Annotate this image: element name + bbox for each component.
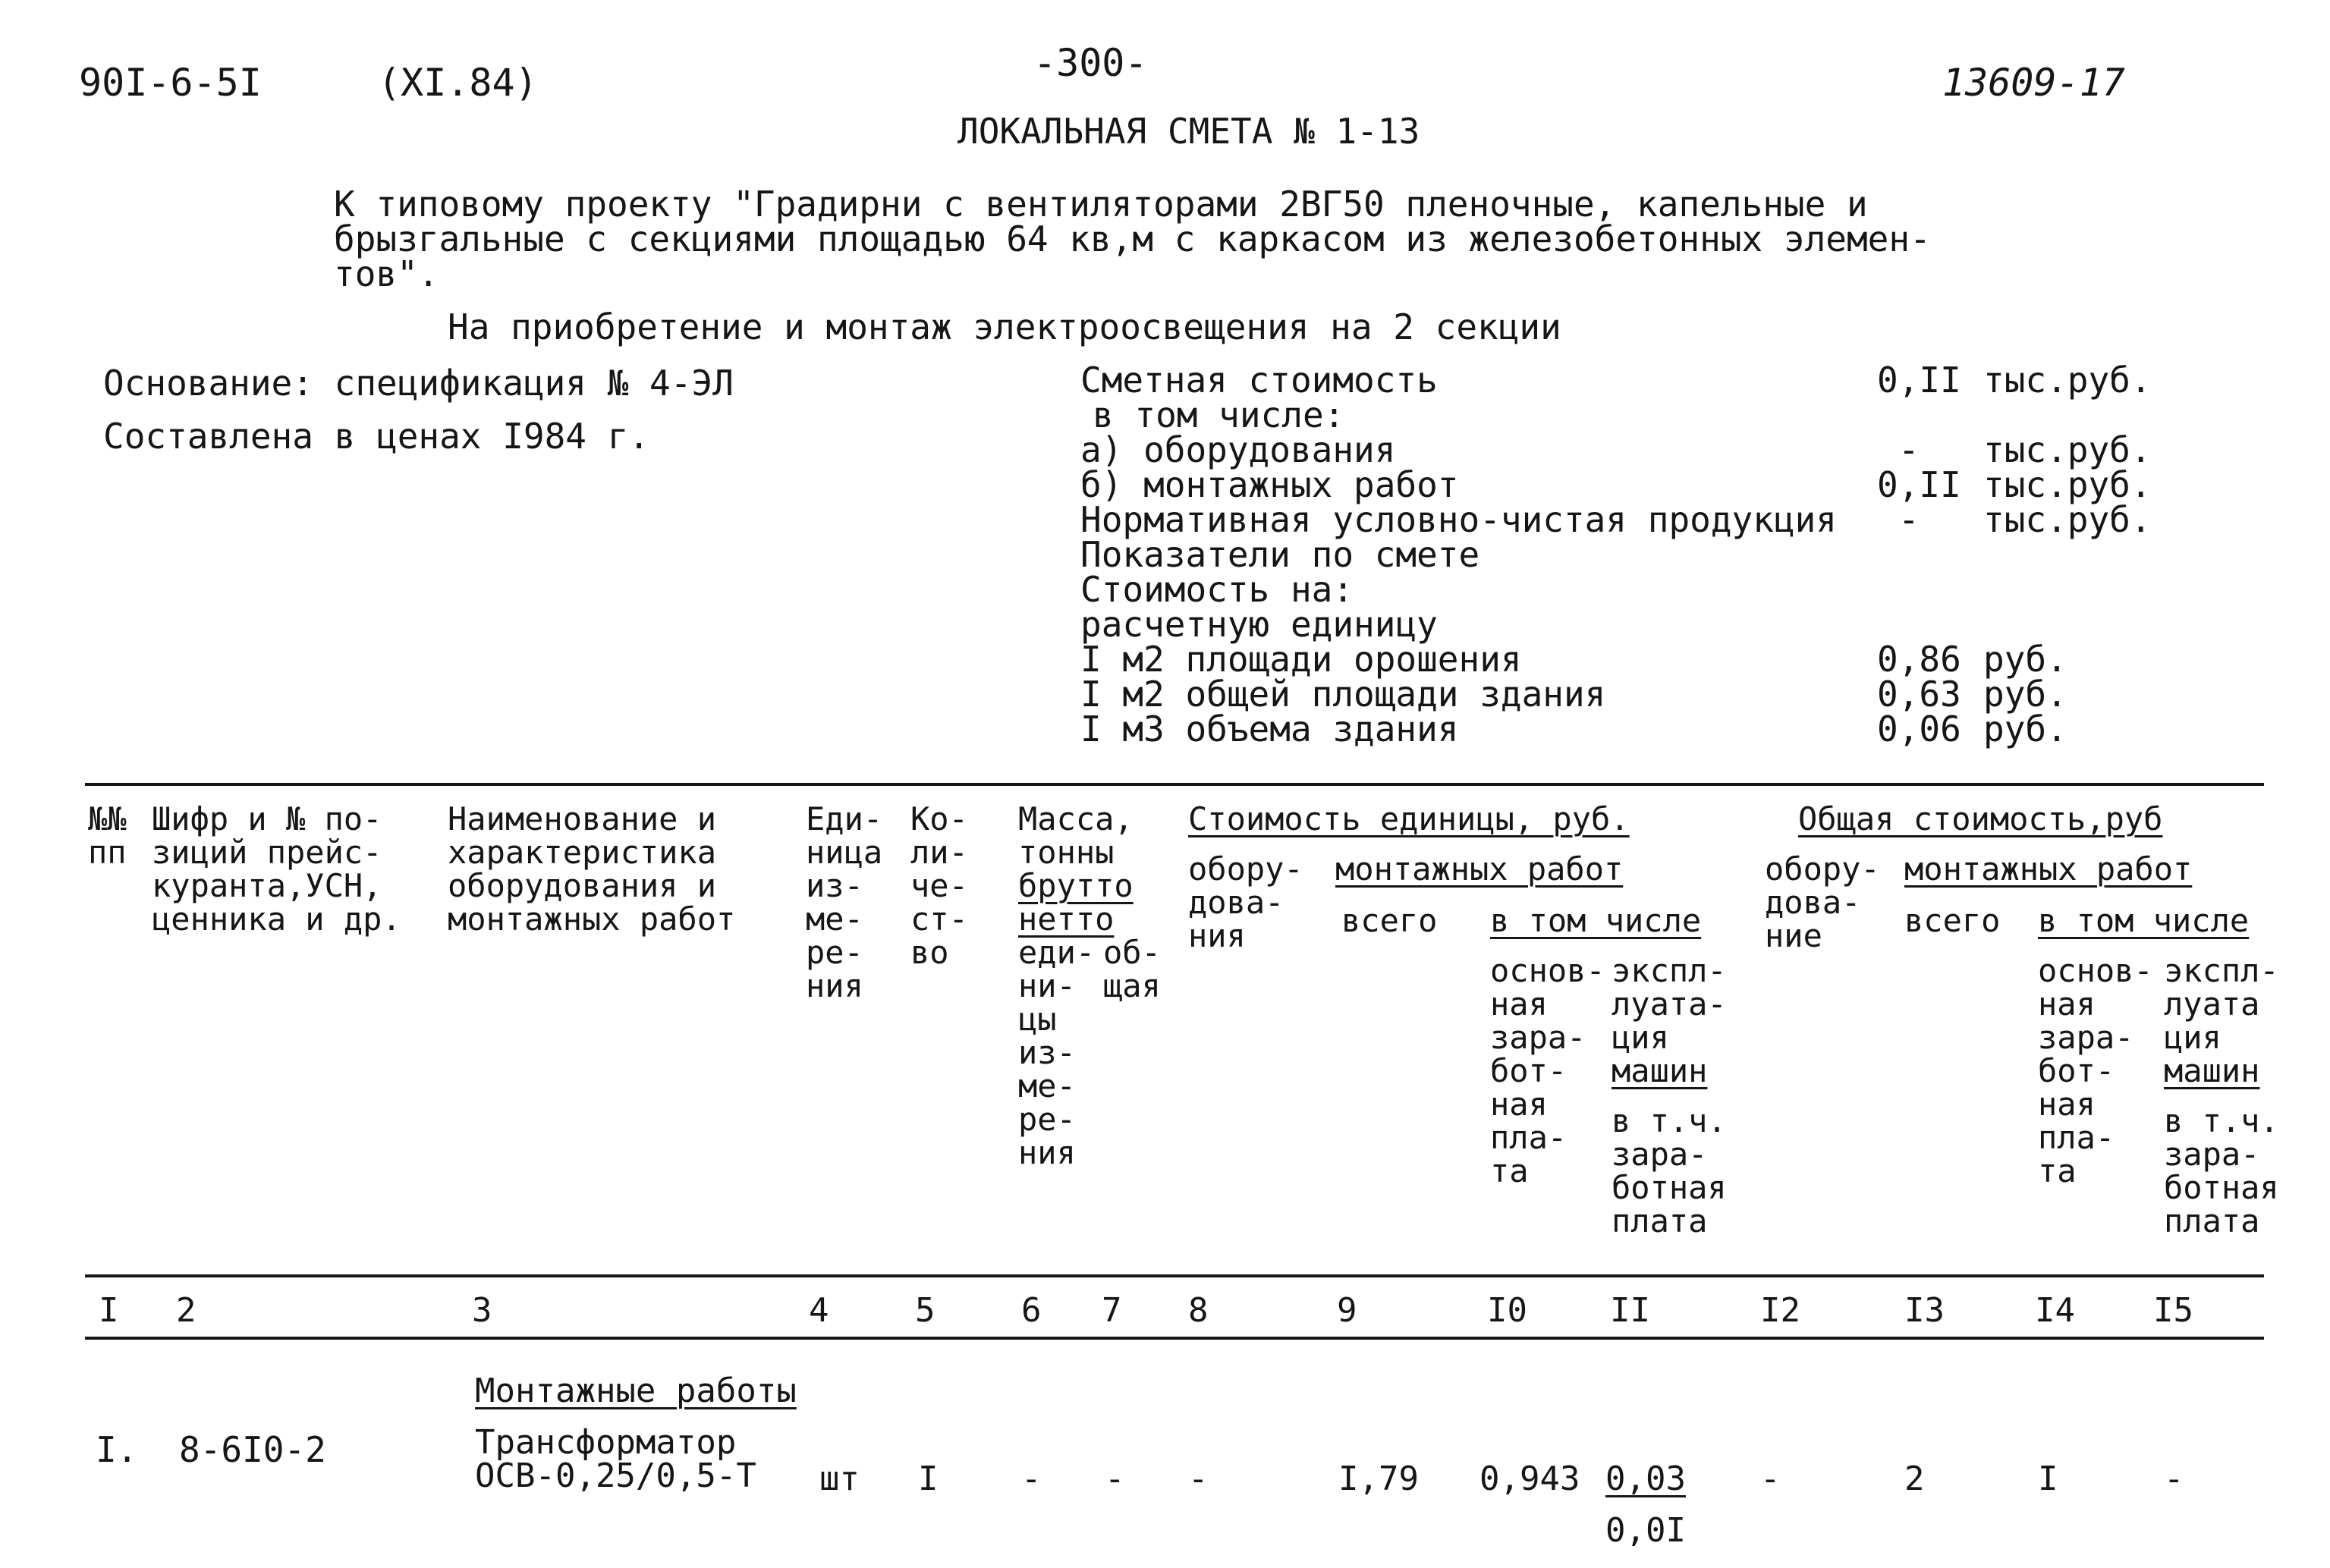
table-top-rule — [85, 783, 2264, 786]
date-code: (XI.84) — [378, 61, 538, 105]
summary-label: расчетную единицу — [1080, 604, 1438, 645]
doc-code: 90I-6-5I — [79, 61, 262, 105]
header-machines-wage-total: в т.ч. зара- ботная плата — [2164, 1102, 2279, 1240]
row-name-line-2: ОСВ-0,25/0,5-Т — [475, 1456, 756, 1495]
summary-label: I м2 общей площади здания — [1080, 674, 1606, 715]
summary-label: I м3 объема здания — [1080, 709, 1459, 749]
header-mounting-total-all: всего — [1904, 902, 2001, 939]
row-code: 8-6I0-2 — [179, 1429, 326, 1470]
row-machines-wage-unit: 0,0I — [1605, 1511, 1686, 1550]
header-total-cost: Общая стоимость,руб — [1798, 800, 2163, 837]
summary-label: а) оборудования — [1080, 429, 1396, 470]
header-including-total: в том числе — [2038, 902, 2250, 939]
column-number: I — [99, 1291, 119, 1330]
header-wage-unit: основ- ная зара- бот- ная пла- та — [1490, 952, 1605, 1189]
summary-value: 0,II — [1877, 360, 1961, 401]
page-number: -300- — [1033, 41, 1148, 85]
header-mass-per-unit: еди- ни- цы из- ме- ре- ния — [1018, 934, 1096, 1171]
row-mounting-total: 2 — [1904, 1460, 1925, 1498]
header-machines-total: машин — [2164, 1052, 2260, 1089]
column-number: II — [1610, 1291, 1650, 1330]
row-equipment-total: - — [1760, 1460, 1781, 1498]
summary-label: I м2 площади орошения — [1080, 639, 1522, 680]
row-equipment-unit: - — [1188, 1460, 1209, 1498]
intro-line-3: тов". — [334, 253, 439, 294]
summary-unit: тыс.руб. — [1983, 499, 2152, 540]
header-row-number: №№ пп — [88, 800, 127, 871]
header-unit-cost: Стоимость единицы, руб. — [1188, 800, 1630, 837]
summary-value: 0,63 — [1877, 674, 1961, 715]
column-number: 3 — [472, 1291, 492, 1330]
row-mass-per-unit: - — [1021, 1460, 1042, 1498]
column-number: 7 — [1102, 1291, 1122, 1330]
column-number: I5 — [2153, 1291, 2193, 1330]
column-number: 6 — [1021, 1291, 1042, 1330]
summary-label: в том числе: — [1093, 394, 1345, 435]
header-mass-total: об- щая — [1103, 934, 1161, 1004]
header-mass: Масса, тонны — [1018, 800, 1134, 871]
row-quantity: I — [918, 1460, 939, 1498]
column-number: I4 — [2035, 1291, 2075, 1330]
inventory-number: 13609-17 — [1942, 61, 2125, 105]
header-name: Наименование и характеристика оборудования и монтажных работ — [448, 800, 736, 938]
intro-line-1: К типовому проекту "Градирни с вентиляторами 2ВГ50 пленочные, капельные и — [334, 184, 1868, 225]
header-including-unit: в том числе — [1490, 902, 1702, 939]
header-netto: нетто — [1018, 900, 1115, 938]
row-unit: шт — [819, 1460, 860, 1498]
summary-unit: руб. — [1983, 709, 2067, 749]
column-number: 9 — [1337, 1291, 1357, 1330]
row-wage-unit: 0,943 — [1479, 1460, 1580, 1498]
header-code: Шифр и № по- зиций прейс- куранта,УСН, ценника и др. — [152, 800, 401, 938]
summary-value: 0,06 — [1877, 709, 1961, 749]
header-equipment-total: обору- дова- ние — [1765, 850, 1880, 954]
row-mounting-total-unit: I,79 — [1338, 1460, 1419, 1498]
column-numbers-rule — [85, 1337, 2264, 1340]
header-machines-unit: машин — [1612, 1052, 1708, 1089]
header-mounting-total-unit: всего — [1341, 902, 1438, 939]
header-mounting-total: монтажных работ — [1904, 850, 2193, 888]
row-machines-unit: 0,03 — [1605, 1460, 1686, 1498]
summary-label: Сметная стоимость — [1080, 360, 1438, 401]
document-title: ЛОКАЛЬНАЯ СМЕТА № 1-13 — [957, 111, 1420, 152]
header-exploitation-total: экспл- луата ция — [2164, 952, 2279, 1056]
column-number: I2 — [1760, 1291, 1800, 1330]
header-exploitation-unit: экспл- луата- ция — [1612, 952, 1727, 1056]
summary-unit: руб. — [1983, 674, 2067, 715]
basis-prices: Составлена в ценах I984 г. — [103, 416, 650, 457]
summary-unit: тыс.руб. — [1983, 429, 2152, 470]
row-name-line-1: Трансформатор — [475, 1423, 737, 1462]
intro-line-2: брызгальные с секциями площадью 64 кв,м с каркасом из железобетонных элемен- — [334, 218, 1931, 259]
column-number: 5 — [915, 1291, 935, 1330]
header-bottom-rule — [85, 1274, 2264, 1277]
row-wage-total: I — [2038, 1460, 2058, 1498]
purpose-line: На приобретение и монтаж электроосвещения на 2 секции — [448, 306, 1561, 347]
header-brutto: брутто — [1018, 867, 1134, 904]
section-title: Монтажные работы — [475, 1372, 797, 1410]
summary-value: 0,II — [1877, 464, 1961, 505]
summary-label: б) монтажных работ — [1080, 464, 1459, 505]
header-mounting-unit: монтажных работ — [1335, 850, 1624, 888]
column-number: I3 — [1904, 1291, 1945, 1330]
summary-value: 0,86 — [1877, 639, 1961, 680]
header-wage-total: основ- ная зара- бот- ная пла- та — [2038, 952, 2153, 1189]
summary-unit: тыс.руб. — [1983, 360, 2152, 401]
summary-label: Нормативная условно-чистая продукция — [1080, 499, 1837, 540]
summary-label: Стоимость на: — [1080, 569, 1354, 610]
header-equipment-unit: обору- дова- ния — [1188, 850, 1303, 954]
header-quantity: Ко- ли- че- ст- во — [910, 800, 968, 971]
summary-unit: тыс.руб. — [1983, 464, 2152, 505]
row-machines-total: - — [2164, 1460, 2184, 1498]
column-number: 4 — [809, 1291, 829, 1330]
summary-value: - — [1898, 499, 1920, 540]
row-number: I. — [96, 1429, 138, 1470]
header-unit: Еди- ница из- ме- ре- ния — [806, 800, 883, 1004]
column-number: 2 — [176, 1291, 197, 1330]
summary-unit: руб. — [1983, 639, 2067, 680]
summary-label: Показатели по смете — [1080, 534, 1480, 575]
header-machines-wage-unit: в т.ч. зара- ботная плата — [1612, 1102, 1727, 1240]
basis-specification: Основание: спецификация № 4-ЭЛ — [103, 363, 734, 404]
column-number: 8 — [1188, 1291, 1209, 1330]
row-mass-total: - — [1105, 1460, 1125, 1498]
column-number: I0 — [1487, 1291, 1527, 1330]
summary-value: - — [1898, 429, 1920, 470]
